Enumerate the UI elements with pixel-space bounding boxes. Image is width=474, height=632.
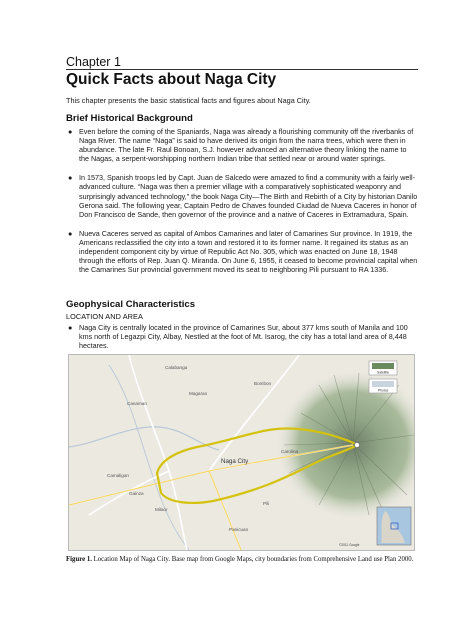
figure-label: Figure 1. xyxy=(66,556,92,563)
geo-heading: Geophysical Characteristics xyxy=(66,299,196,310)
map-place-label: Bombon xyxy=(254,381,272,386)
figure-caption xyxy=(66,556,418,564)
bullet-dot-icon: ● xyxy=(68,228,73,238)
svg-text:Satellite: Satellite xyxy=(376,370,390,375)
map-place-label: Canaman xyxy=(127,401,147,406)
history-bullet xyxy=(66,173,418,218)
geo-bullet-list xyxy=(66,323,418,350)
inset-minimap[interactable] xyxy=(377,507,411,545)
intro-paragraph: This chapter presents the basic statistical facts and figures about Naga City. xyxy=(66,96,311,105)
figure-caption-text: Location Map of Naga City. Base map from Google Maps, city boundaries from Comprehensive Land use Plan 2000. xyxy=(91,556,414,563)
chapter-title: Quick Facts about Naga City xyxy=(66,69,418,89)
history-bullet xyxy=(66,127,418,163)
bullet-dot-icon: ● xyxy=(68,127,73,136)
photos-button[interactable] xyxy=(369,379,397,393)
history-heading: Brief Historical Background xyxy=(66,113,193,124)
bullet-dot-icon: ● xyxy=(68,173,73,183)
map-place-label: Camaligan xyxy=(107,473,129,478)
location-map xyxy=(68,354,415,551)
map-place-label: Panicuan xyxy=(229,527,249,532)
map-place-label: Gainza xyxy=(129,491,144,496)
location-subheading: LOCATION AND AREA xyxy=(66,312,143,321)
map-place-label: Calabanga xyxy=(165,365,188,370)
map-city-label: Naga City xyxy=(221,458,249,465)
history-bullet xyxy=(66,229,418,274)
map-copyright: ©2011 Google xyxy=(339,543,360,547)
history-bullet-text: In 1573, Spanish troops led by Capt. Juan de Salcedo were amazed to find a community with a fairly well-advanced culture. “Naga was then a premier village with a comparatively sophisticated weaponry and surprisingly advanced technology,” the book Naga City—The Birth and Rebirth of a City by historian Danilo Gerona said. The following year, Captain Pedro de Chaves founded Ciudad de Nueva Caceres in honor of Don Francisco de Sande, then governor of the province and a native of Caceres in Extramadura, Spain. xyxy=(79,173,418,219)
geo-bullet-text: Naga City is centrally located in the province of Camarines Sur, about 377 kms south of Manila and 100 kms north of Legazpi City, Albay, Nestled at the foot of Mt. Isarog, the city has a total land area of 8,448 hectares. xyxy=(79,323,408,351)
map-place-label: Carolina xyxy=(281,449,299,454)
satellite-button[interactable] xyxy=(369,361,397,375)
history-bullet-text: Even before the coming of the Spaniards, Naga was already a flourishing community off the riverbanks of Naga River. The name “Naga” is said to have derived its origin from the narra trees, which were then in abundance. The late Fr. Raul Bonoan, S.J. however advanced an alternative theory linking the name to the Nagas, a serpent-worshipping northern Indian tribe that settled near or around water springs. xyxy=(79,127,414,164)
history-bullet-text: Nueva Caceres served as capital of Ambos Camarines and later of Camarines Sur province. In 1919, the Americans reclassified the city into a town and restored it to its former name. It regained its status as an independent component city by virtue of Republic Act No. 305, which was enacted on June 18, 1948 through the efforts of Rep. Juan Q. Miranda. On June 6, 1955, it ceased to become provincial capital when the Camarines Sur provincial government moved its seat to neighboring Pili pursuant to RA 1336. xyxy=(79,228,418,275)
chapter-label: Chapter 1 xyxy=(66,55,121,69)
svg-text:Photos: Photos xyxy=(377,388,389,393)
map-place-label: Pili xyxy=(263,501,270,506)
bullet-dot-icon: ● xyxy=(68,323,73,332)
history-bullet-list xyxy=(66,127,418,284)
geo-bullet xyxy=(66,323,418,350)
map-place-label: Milaor xyxy=(155,507,168,512)
map-place-label: Magarao xyxy=(189,391,208,396)
